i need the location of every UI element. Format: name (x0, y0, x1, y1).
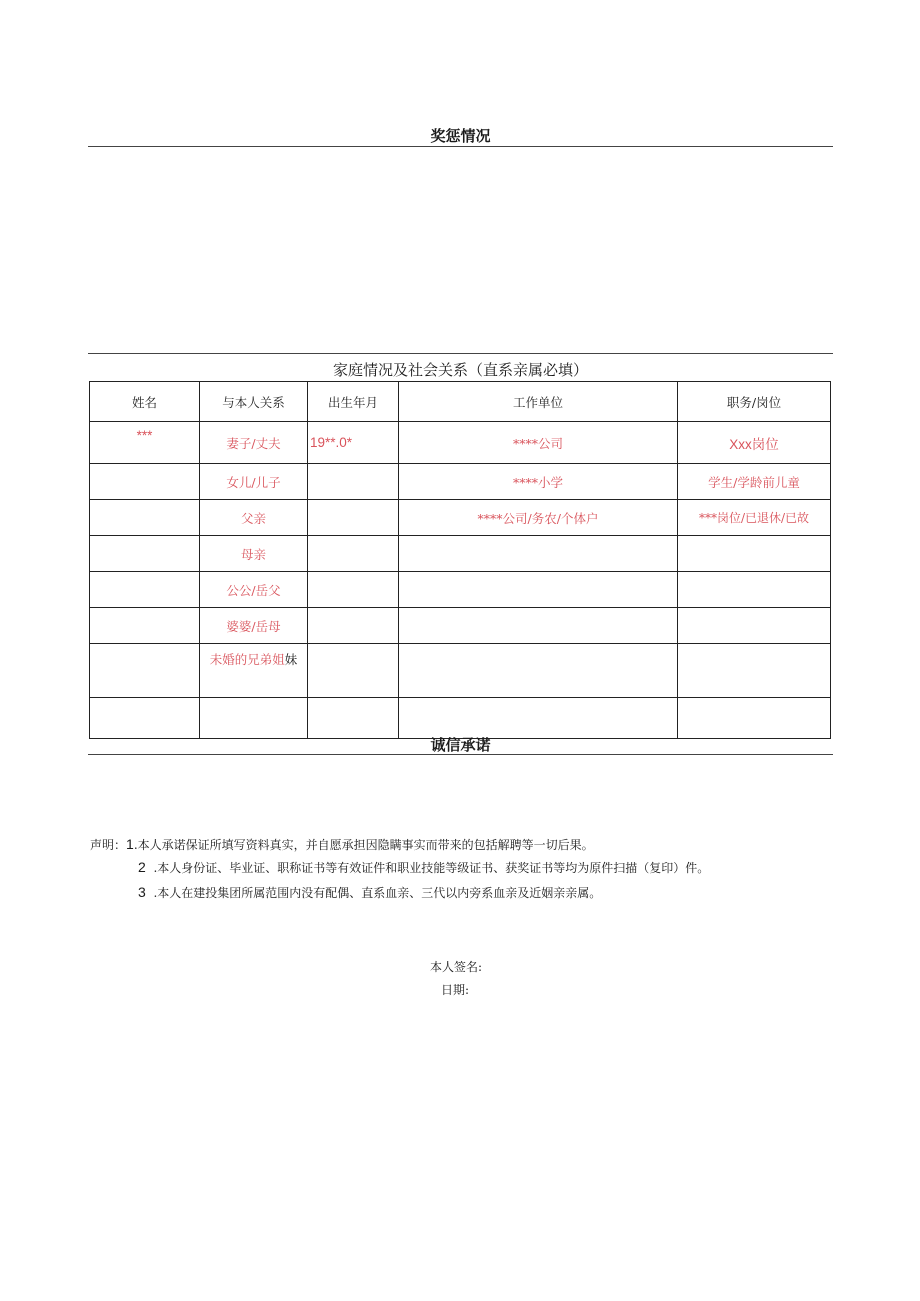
cell-birth[interactable] (308, 698, 399, 739)
table-row (90, 536, 831, 572)
relation-red-text: 未婚的兄弟姐 (209, 652, 285, 667)
cell-relation[interactable]: 婆婆/岳母 (200, 608, 308, 644)
cell-employer[interactable]: ****公司 (399, 422, 678, 464)
awards-title-rule (88, 146, 833, 147)
cell-employer[interactable] (399, 536, 678, 572)
cell-name[interactable] (90, 464, 200, 500)
table-row (90, 500, 831, 536)
declaration-line-2 (138, 859, 709, 876)
cell-name[interactable] (90, 644, 200, 698)
cell-position[interactable]: ***岗位/已退休/已故 (678, 500, 831, 536)
cell-birth[interactable] (308, 572, 399, 608)
header-position: 职务/岗位 (678, 382, 831, 422)
cell-name[interactable] (90, 698, 200, 739)
cell-birth[interactable] (308, 500, 399, 536)
declaration-text: .本人在建投集团所属范围内没有配偶、直系血亲、三代以内旁系血亲及近姻亲亲属。 (153, 886, 602, 900)
declaration-line-3 (138, 884, 601, 901)
cell-name[interactable] (90, 572, 200, 608)
integrity-title: 诚信承诺 (430, 737, 491, 754)
family-title: 家庭情况及社会关系（直系亲属必填） (332, 362, 588, 379)
cell-relation[interactable]: 公公/岳父 (200, 572, 308, 608)
declaration-number: 2 (138, 859, 146, 875)
cell-employer[interactable] (399, 644, 678, 698)
cell-position[interactable]: Xxx岗位 (678, 422, 831, 464)
signature-label: 本人签名: (430, 960, 483, 974)
cell-employer[interactable] (399, 608, 678, 644)
cell-position[interactable] (678, 608, 831, 644)
table-row (90, 698, 831, 739)
cell-relation[interactable]: 父亲 (200, 500, 308, 536)
cell-relation[interactable]: 女儿/儿子 (200, 464, 308, 500)
cell-position[interactable] (678, 698, 831, 739)
cell-position[interactable] (678, 536, 831, 572)
cell-relation[interactable]: 妻子/丈夫 (200, 422, 308, 464)
cell-birth[interactable] (308, 464, 399, 500)
table-row (90, 464, 831, 500)
declaration-number: 3 (138, 884, 146, 900)
cell-birth[interactable]: 19**.0* (308, 422, 399, 464)
cell-name[interactable] (90, 500, 200, 536)
cell-employer[interactable] (399, 698, 678, 739)
cell-name[interactable] (90, 608, 200, 644)
cell-relation[interactable] (200, 698, 308, 739)
declaration-number: 1 (126, 836, 134, 852)
cell-employer[interactable]: ****小学 (399, 464, 678, 500)
cell-position[interactable]: 学生/学龄前儿童 (678, 464, 831, 500)
cell-birth[interactable] (308, 608, 399, 644)
cell-name[interactable]: *** (90, 422, 200, 464)
table-row (90, 608, 831, 644)
cell-position[interactable] (678, 644, 831, 698)
date-label: 日期: (441, 983, 470, 997)
table-row (90, 572, 831, 608)
table-row (90, 644, 831, 698)
cell-employer[interactable]: ****公司/务农/个体户 (399, 500, 678, 536)
table-header-row (90, 382, 831, 422)
integrity-title-rule (88, 754, 833, 755)
awards-title: 奖惩情况 (430, 128, 491, 145)
cell-name[interactable] (90, 536, 200, 572)
cell-relation[interactable]: 母亲 (200, 536, 308, 572)
cell-relation[interactable] (200, 644, 308, 698)
declaration-text: .本人承诺保证所填写资料真实，并自愿承担因隐瞒事实而带来的包括解聘等一切后果。 (133, 838, 594, 852)
header-birth: 出生年月 (308, 382, 399, 422)
declaration-text: .本人身份证、毕业证、职称证书等有效证件和职业技能等级证书、获奖证书等均为原件扫描（复印）件。 (153, 861, 710, 875)
table-row (90, 422, 831, 464)
cell-employer[interactable] (399, 572, 678, 608)
declaration-prefix: 声明： (90, 838, 127, 852)
awards-section-bottom-rule (88, 353, 833, 354)
header-relation: 与本人关系 (200, 382, 308, 422)
family-relations-table (89, 381, 831, 739)
cell-position[interactable] (678, 572, 831, 608)
relation-black-text: 妹 (284, 652, 298, 667)
declaration-line-1 (90, 836, 594, 853)
cell-birth[interactable] (308, 644, 399, 698)
header-employer: 工作单位 (399, 382, 678, 422)
cell-birth[interactable] (308, 536, 399, 572)
header-name: 姓名 (90, 382, 200, 422)
